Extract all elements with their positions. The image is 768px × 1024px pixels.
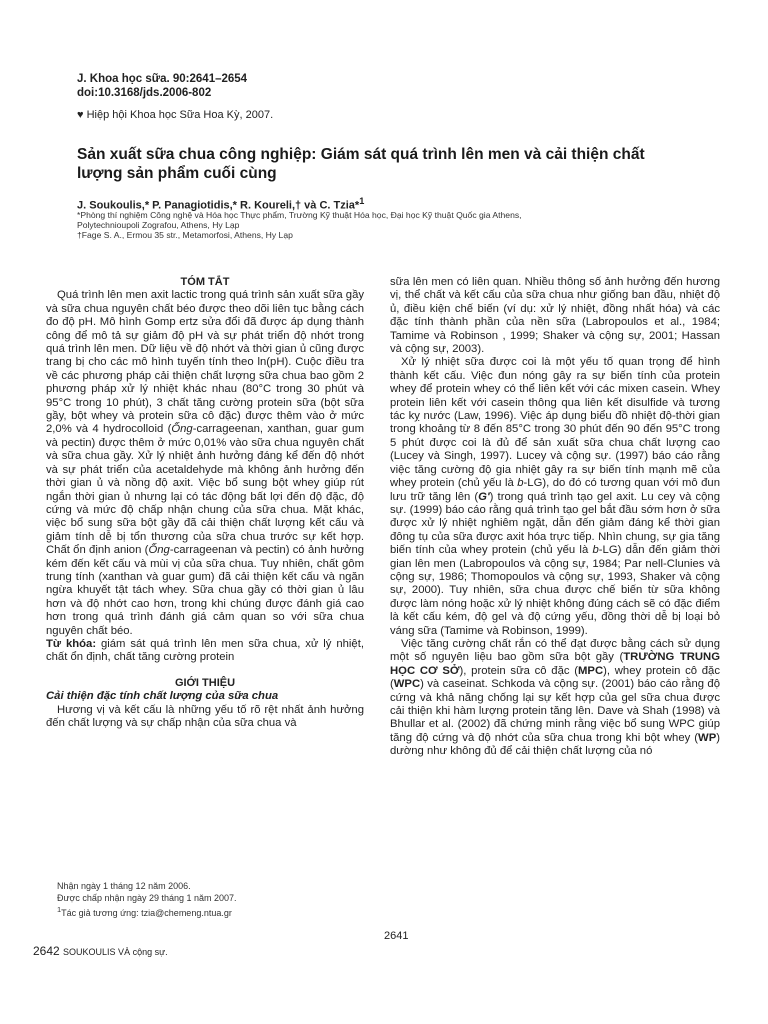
affiliations [77, 210, 597, 240]
journal-citation [77, 72, 247, 100]
right-paragraph-3: Việc tăng cường chất rắn có thể đạt được bằng cách sử dụng một số nguyên liệu bao gồm sữa bột gầy (TRƯỜNG TRUNG HỌC CƠ SỞ), protein sữa cô đặc (MPC), whey protein cô đặc (WPC) và caseinat. Schkoda và cộng sự. (2001) báo cáo rằng độ cứng và khả năng chống lại sự kết hợp của gel sữa chua được cải thiện khi hàm lượng protein tăng lên. Dave và Shah (1998) và Bhullar et al. (2002) đã chứng minh rằng việc bổ sung WPC giúp tăng độ cứng và độ nhớt của sữa chua trong khi bột whey (WP) dường như không đủ để cải thiện chất lượng của nó [390, 637, 720, 758]
article-title: Sản xuất sữa chua công nghiệp: Giám sát quá trình lên men và cải thiện chất lượng sản phẩm cuối cùng [77, 146, 645, 182]
corresponding-author: $^1$Tác giả tương ứng: tzia@chemeng.ntua.gr [57, 905, 232, 918]
affiliation-2: †Fage S. A., Ermou 35 str., Metamorfosi, Athens, Hy Lạp [77, 230, 293, 240]
abstract-text: Quá trình lên men axit lactic trong quá trình sản xuất sữa gầy và sữa chua nguyên chất béo được theo dõi liên tục bằng cách đo độ pH. Mô hình Gomp ertz sửa đổi đã được áp dụng thành công để mô tả sự giảm độ pH và sự phát triển độ nhớt trong quá trình lên men. Dữ liệu về độ nhớt và thời gian ủ cũng được trang bị cho các mô hình tuyến tính theo ln(pH). Cuộc điều tra về các phương pháp cải thiện chất lượng sữa chua bao gồm 2 phương pháp xử lý nhiệt khác nhau (80°C trong 30 phút và 95°C trong 10 phút), 3 chất tăng cường protein sữa (bột sữa gầy, bột whey và protein sữa cô đặc) được thêm vào ở mức 2,0% và 4 hydrocolloid (Ống-carrageenan, xanthan, guar gum và pectin) được thêm ở mức 0,01% vào sữa chua nguyên chất và sữa chua gầy. Xử lý nhiệt ảnh hưởng đáng kể đến độ nhớt và sự phát triển của acetaldehyde mà không ảnh hưởng đến thời gian ủ và nồng độ axit. Việc bổ sung bột whey giúp rút ngắn thời gian ủ nhưng lại có tác động bất lợi đến độ đặc, độ cứng và mức độ chấp nhận chung của sữa chua. Mặt khác, việc bổ sung sữa bột gầy đã cải thiện chất lượng kết cấu và giảm tính dễ bị tổn thương của sữa chua trước sự kết hợp. Chất ổn định anion (Ống-carrageenan và pectin) có ảnh hưởng kém đến kết cấu và mùi vị của sữa chua. Tuy nhiên, chất gôm trung tính (xanthan và guar gum) đã cải thiện kết cấu và ngăn ngừa khuyết tật tách whey. Sữa chua gầy có thời gian ủ lâu hơn và độ nhớt cao hơn, trong khi chúng được đánh giá cao hơn trong quá trình đánh giá cảm quan so với sữa chua nguyên chất béo. [46, 289, 365, 637]
received-date: Nhận ngày 1 tháng 12 năm 2006. [57, 881, 191, 891]
abstract-heading: TÓM TẮT [180, 276, 230, 288]
running-footer [33, 944, 168, 958]
keywords [46, 638, 364, 665]
keywords-text: giám sát quá trình lên men sữa chua, xử lý nhiệt, chất ổn định, chất tăng cường protein [46, 637, 364, 664]
author-footnote-mark: 1 [359, 196, 365, 206]
keywords-label: Từ khóa: [46, 637, 97, 650]
doi: doi:10.3168/jds.2006-802 [77, 87, 212, 99]
right-column [390, 276, 720, 759]
copyright-line [77, 108, 273, 122]
intro-heading: GIỚI THIỆU [174, 676, 236, 689]
right-paragraph-1: sữa lên men có liên quan. Nhiều thông số ảnh hưởng đến hương vị, thể chất và kết cấu của sữa chua như giống ban đầu, nhiệt độ ủ, điều kiện chế biến (ví dụ: xử lý nhiệt, đồng nhất hóa) và các đặc tính thành phần của nền sữa (Labropoulos et al., 1984; Tamime và Robinson , 1999; Shaker và cộng sự, 2001; Hassan và cộng sự, 2003). [390, 276, 720, 356]
journal-reference: J. Khoa học sữa. 90:2641–2654 [77, 73, 248, 85]
left-column [46, 276, 364, 730]
copyright-text: Hiệp hội Khoa học Sữa Hoa Kỳ, 2007. [86, 109, 274, 121]
intro-subheading: Cải thiện đặc tính chất lượng của sữa chua [46, 690, 279, 703]
footnotes [57, 880, 237, 919]
footer-page-number: 2642 [33, 944, 60, 958]
page-number: 2641 [384, 930, 409, 942]
footer-authors: SOUKOULIS VÀ cộng sự. [63, 947, 168, 957]
affiliation-1: *Phòng thí nghiệm Công nghệ và Hóa học Thực phẩm, Trường Kỹ thuật Hóa học, Đại học Kỹ thuật Quốc gia Athens, [77, 210, 522, 220]
heart-icon: ♥ [77, 109, 84, 121]
affiliation-1-cont: Polytechnioupoli Zografou, Athens, Hy Lạp [77, 220, 240, 230]
intro-text: Hương vị và kết cấu là những yếu tố rõ rệt nhất ảnh hưởng đến chất lượng và sự chấp nhận của sữa chua và [46, 703, 364, 729]
authors-text: J. Soukoulis,* P. Panagiotidis,* R. Koureli,† và C. Tzia* [77, 199, 360, 212]
right-paragraph-2: Xử lý nhiệt sữa được coi là một yếu tố quan trọng để hình thành kết cấu. Việc đun nóng gây ra sự biến tính của protein whey để protein whey có thể liên kết với các mixen casein. Whey protein liên kết với casein thông qua liên kết disulfide và tương tác kỵ nước (Law, 1996). Việc áp dụng biểu đồ nhiệt độ-thời gian trong khoảng từ 8 đến 85°C trong 30 phút đến 90 đến 95°C trong 5 phút được coi là đủ để sản xuất sữa chua chất lượng cao (Lucey và Singh, 1997). Lucey và cộng sự. (1997) báo cáo rằng việc tăng cường độ gia nhiệt gây ra sự biến tính mạnh mẽ của whey protein (chủ yếu là b-LG), do đó có tương quan với mô đun lưu trữ tăng lên (G') trong quá trình tạo gel axit. Lu cey và cộng sự. (1999) báo cáo rằng quá trình tạo gel bắt đầu sớm hơn ở sữa được xử lý nhiệt nghiêm ngặt, dẫn đến giảm đáng kể thời gian đông tụ của sữa được axit hóa trực tiếp. Nhìn chung, sự gia tăng biến tính của whey protein (chủ yếu là b-LG) dẫn đến giảm thời gian lên men (Labropoulos và cộng sự, 1984; Par nell-Clunies và cộng sự, 1986; Thomopoulos và cộng sự, 1993, Shaker và cộng sự, 2000). Tuy nhiên, sữa chua được chế biến từ sữa không được làm nóng hoặc xử lý nhiệt không đúng cách sẽ có đặc điểm là kết cấu kém, độ gel và độ cứng yếu, đồng thời dễ bị loại bỏ váng sữa (Tamime và Robinson, 1999). [390, 356, 721, 637]
accepted-date: Được chấp nhận ngày 29 tháng 1 năm 2007. [57, 893, 237, 903]
